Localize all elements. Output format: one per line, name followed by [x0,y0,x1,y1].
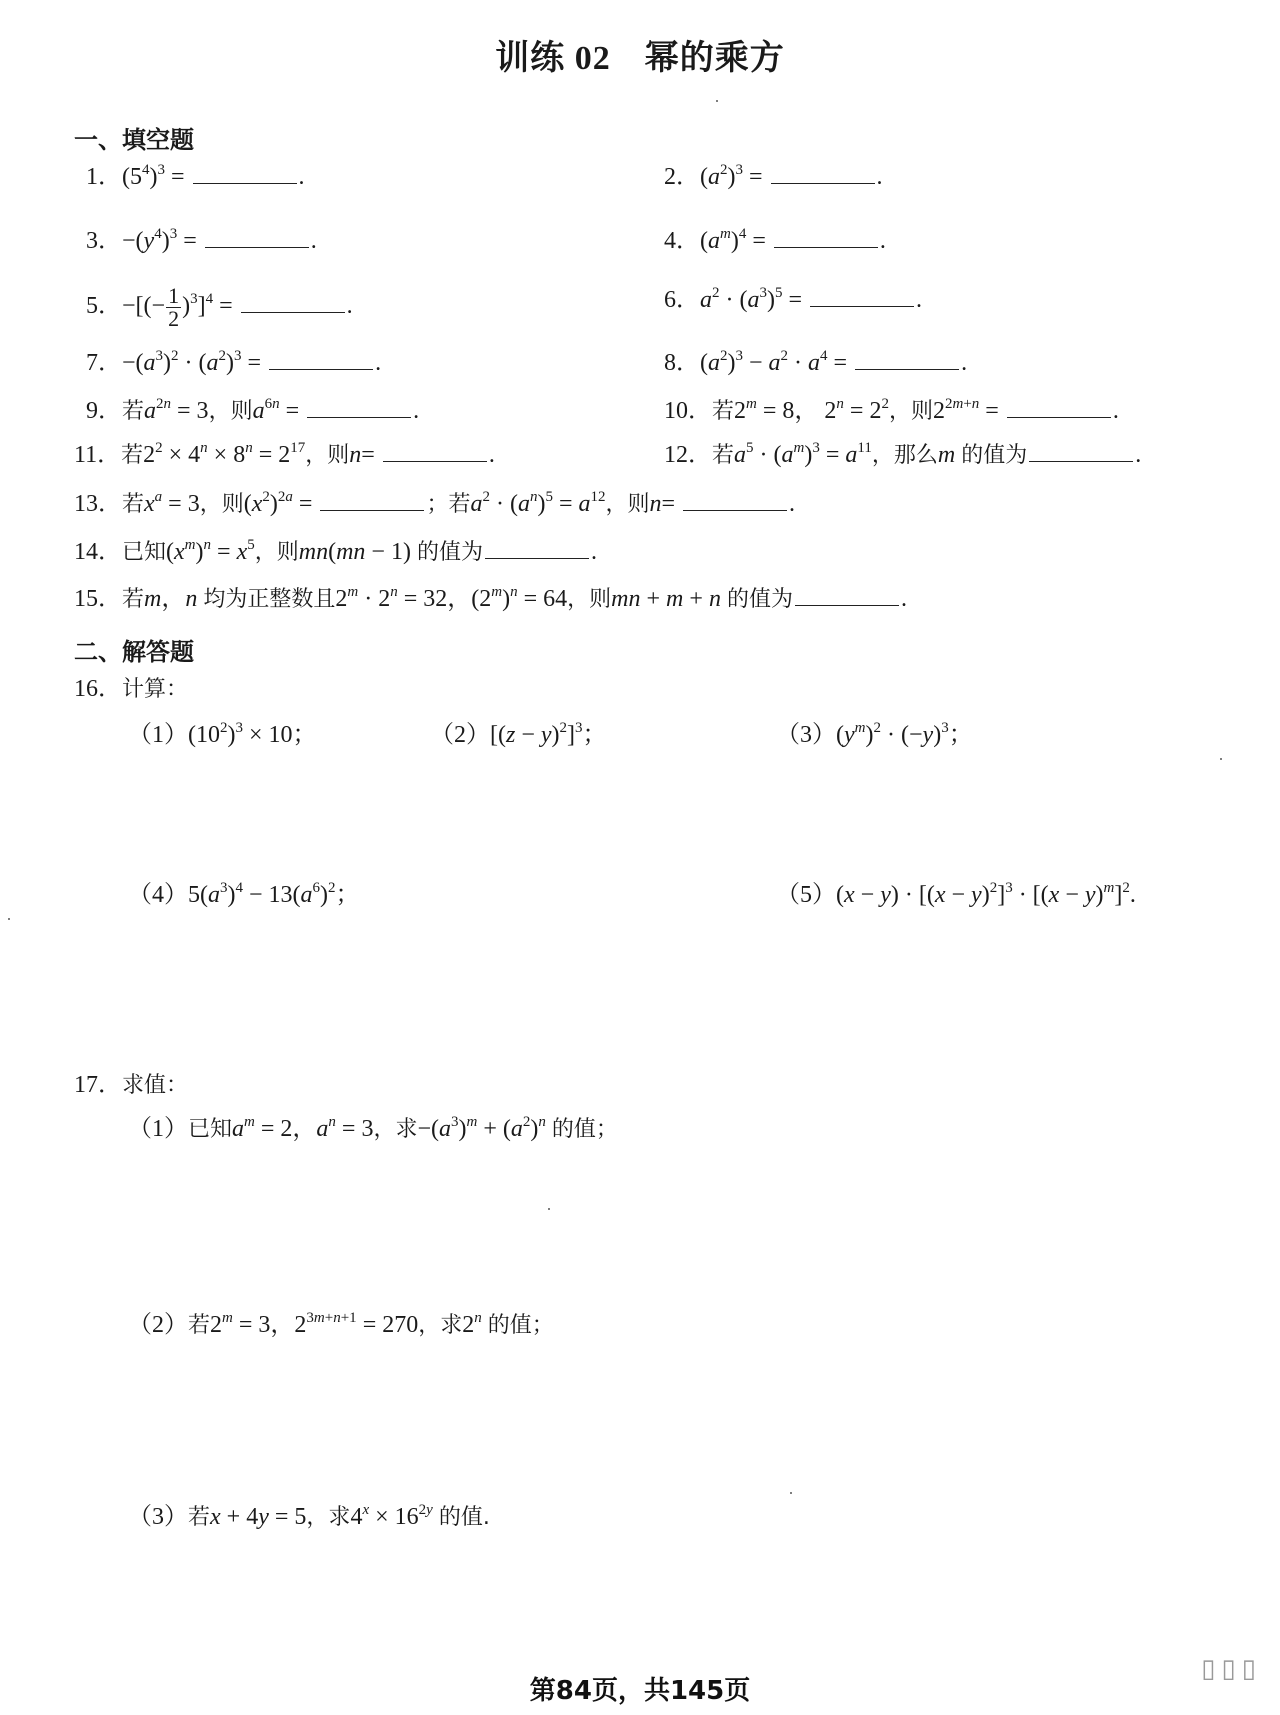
title-part2: 幂的乘方 [644,38,785,78]
question-16-5: $(5)(x - y) \cdot [(x - y)^2]^3 \cdot [(x - y)^m]^2$. [776,880,1136,908]
answer-blank[interactable] [1029,441,1133,462]
question-12: 12．若$a^5 \cdot (a^m)^3 = a^{11}$，那么m 的值为 . [664,440,1142,468]
answer-blank[interactable] [383,441,487,462]
question-1: 1．$(5^4)^3$ = . [86,162,305,190]
scan-speck [8,918,10,920]
answer-blank[interactable] [810,286,914,307]
question-17: 17．求值： [74,1072,189,1098]
question-16-3: $(3)(y^m)^2 \cdot (-y)^3$； [776,720,973,748]
question-14: 14．已知$(x^m)^n = x^5$，则mn(mn − 1) 的值为 . [74,537,597,565]
answer-blank[interactable] [241,292,345,313]
question-17-2: （2）若$2^m = 3$，$2^{3m+n+1} = 270$，求2$^n$ 的值； [128,1310,554,1338]
section-solve: 二、解答题 [74,638,194,666]
scan-speck [716,100,718,102]
scan-speck [548,1208,550,1210]
question-15: 15．若m，n 均为正整数且$2^m \cdot 2^n = 32$，$(2^m)^n = 64$，则mn + m + n 的值为 . [74,584,907,612]
question-16-4: $(4)5(a^3)^4 - 13(a^6)^2$； [128,880,360,908]
question-13: 13．若$x^a = 3$，则$(x^2)^{2a}$ = ；若$a^2 \cdot (a^n)^5 = a^{12}$，则n= . [74,489,796,517]
title-part1: 训练 02 [495,40,611,77]
answer-blank[interactable] [307,397,411,418]
question-4: 4．$(a^m)^4$ = . [664,226,886,254]
question-10: 10．若$2^m = 8$， $2^n = 2^2$，则$2^{2m+n}$ = . [664,396,1119,424]
answer-blank[interactable] [1007,397,1111,418]
answer-blank[interactable] [269,349,373,370]
question-9: 9．若$a^{2n} = 3$，则$a^{6n}$ = . [86,396,420,424]
scan-speck [790,1492,792,1494]
question-7: 7．$-(a^3)^2 \cdot (a^2)^3$ = . [86,348,382,376]
question-17-3: （3）若x + 4y = 5，求$4^x \times 16^{2y}$ 的值. [128,1502,490,1530]
question-5: 5．−[(− $\frac{1}{2}$ )$^3$]$^4$ = . [86,283,353,331]
page-footer: 第84页，共145页 [529,1676,751,1706]
question-3: 3．$-(y^4)^3$ = . [86,226,317,254]
answer-blank[interactable] [771,163,875,184]
answer-blank[interactable] [205,227,309,248]
answer-blank[interactable] [683,490,787,511]
question-16-2: $(2)[(z - y)^2]^3$； [430,720,607,748]
question-6: 6．$a^2 \cdot (a^3)^5$ = . [664,285,923,313]
answer-blank[interactable] [193,163,297,184]
answer-blank[interactable] [795,585,899,606]
question-8: 8．$(a^2)^3 - a^2 \cdot a^4$ = . [664,348,968,376]
answer-blank[interactable] [855,349,959,370]
fraction-one-half: $\frac{1}{2}$ [168,283,180,331]
question-11: 11．若$2^2 \times 4^n \times 8^n = 2^{17}$，则n= . [74,440,495,468]
corner-mark: ▯▯▯ [1201,1654,1262,1684]
section-fill-in: 一、填空题 [74,126,194,154]
question-2: 2．$(a^2)^3$ = . [664,162,883,190]
scan-speck [1220,758,1222,760]
answer-blank[interactable] [774,227,878,248]
question-17-1: （1）已知$a^m = 2$，$a^n = 3$，求$-(a^3)^m + (a^2)^n$ 的值； [128,1114,618,1142]
answer-blank[interactable] [485,538,589,559]
question-16-1: $(1)(10^2)^3 \times 10$； [128,720,317,748]
page-title [0,30,1280,79]
answer-blank[interactable] [320,490,424,511]
question-16: 16．计算： [74,676,189,702]
